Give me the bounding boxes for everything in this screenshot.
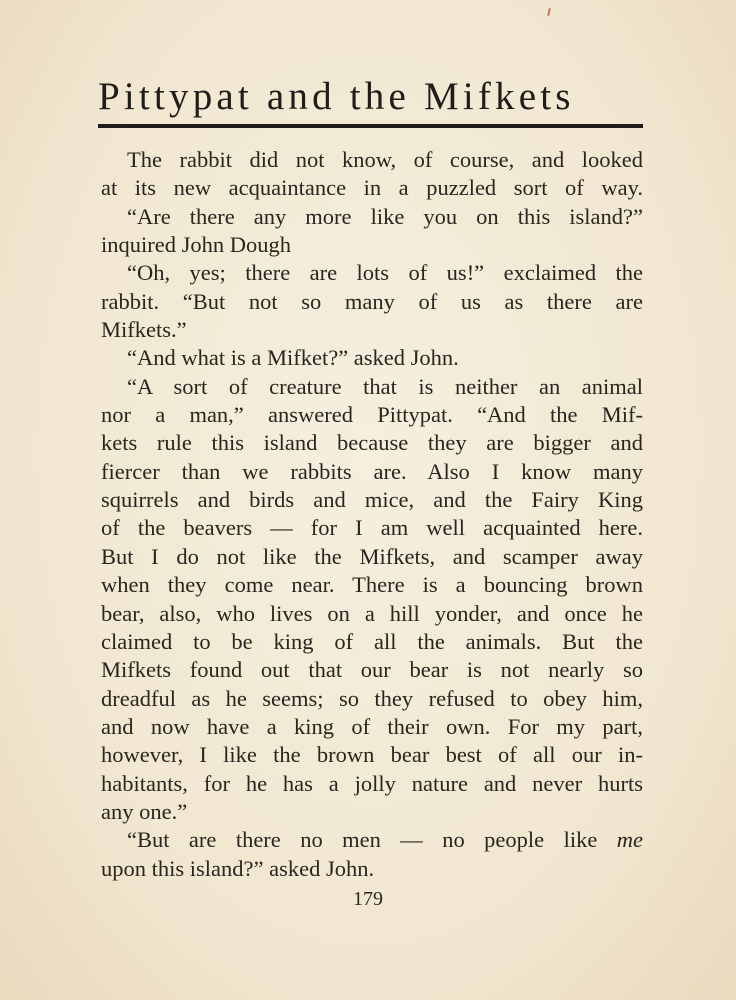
header-rule [98, 124, 643, 128]
text-line: “A sort of creature that is neither an animal [127, 373, 643, 399]
text-line: of the beavers — for I am well acquainted here. [101, 515, 643, 541]
ink-speck [547, 8, 551, 16]
text-fragment: “But are there no men — no people like [127, 827, 617, 853]
text-line: squirrels and birds and mice, and the Fairy King [101, 487, 643, 513]
text-line: “Are there any more like you on this island?” [127, 203, 643, 229]
text-line: at its new acquaintance in a puzzled sort of way. [101, 175, 643, 201]
text-line: any one.” [101, 798, 188, 824]
page-number: 179 [353, 888, 383, 910]
text-line: nor a man,” answered Pittypat. “And the Mif- [101, 402, 643, 428]
text-line: fiercer than we rabbits are. Also I know many [101, 458, 643, 484]
emphasis-word: me [616, 827, 643, 853]
body-text [101, 146, 643, 883]
text-line: when they come near. There is a bouncing brown [101, 572, 643, 598]
text-line: and now have a king of their own. For my part, [101, 713, 643, 739]
text-line: inquired John Dough [101, 232, 291, 258]
text-line: rabbit. “But not so many of us as there are [101, 288, 643, 314]
text-line [101, 826, 643, 854]
text-line: claimed to be king of all the animals. But the [101, 628, 643, 654]
text-line: Mifkets.” [101, 317, 187, 343]
text-line: “Oh, yes; there are lots of us!” exclaimed the [127, 260, 643, 286]
text-line: “And what is a Mifket?” asked John. [127, 345, 459, 371]
text-line: habitants, for he has a jolly nature and never hurts [101, 770, 643, 796]
running-header-title: Pittypat and the Mifkets [98, 75, 575, 118]
text-line: however, I like the brown bear best of all our in- [101, 742, 643, 768]
text-line: bear, also, who lives on a hill yonder, and once he [101, 600, 643, 626]
text-line: But I do not like the Mifkets, and scamper away [101, 543, 643, 569]
text-line: Mifkets found out that our bear is not nearly so [101, 657, 643, 683]
text-line: upon this island?” asked John. [101, 855, 375, 881]
text-line: dreadful as he seems; so they refused to obey him, [101, 685, 643, 711]
text-line: kets rule this island because they are bigger and [101, 430, 643, 456]
text-line: The rabbit did not know, of course, and looked [127, 147, 643, 172]
